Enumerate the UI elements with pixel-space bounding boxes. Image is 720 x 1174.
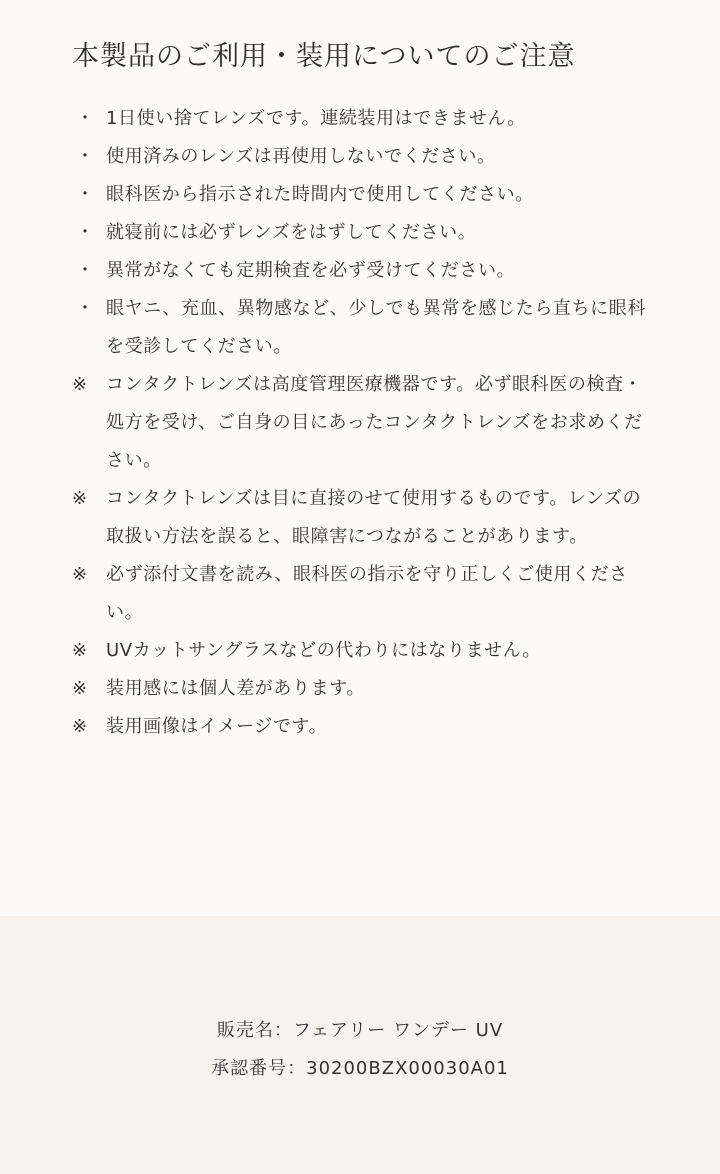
bullet-mark: ・	[76, 260, 94, 281]
reference-mark: ※	[72, 678, 88, 699]
product-info-footer	[0, 916, 720, 1174]
reference-mark: ※	[72, 374, 88, 395]
notice-item	[72, 176, 652, 214]
notice-text: UVカットサングラスなどの代わりにはなりません。	[106, 640, 541, 661]
approval-number: 承認番号：30200BZX00030A01	[211, 1058, 509, 1079]
notice-text: コンタクトレンズは高度管理医療機器です。必ず眼科医の検査・処方を受け、ご自身の目にあったコンタクトレンズをお求めください。	[106, 374, 643, 471]
notice-item	[72, 100, 652, 138]
notice-item	[72, 366, 652, 480]
reference-mark: ※	[72, 488, 88, 509]
notice-text: 1日使い捨てレンズです。連続装用はできません。	[106, 108, 526, 129]
notice-item	[72, 480, 652, 556]
notice-item	[72, 252, 652, 290]
notice-text: 装用感には個人差があります。	[106, 678, 365, 699]
reference-mark: ※	[72, 564, 88, 585]
notice-item	[72, 670, 652, 708]
notice-item	[72, 214, 652, 252]
reference-mark: ※	[72, 640, 88, 661]
notice-item	[72, 290, 652, 366]
notice-item	[72, 632, 652, 670]
notice-text: コンタクトレンズは目に直接のせて使用するものです。レンズの取扱い方法を誤ると、眼障害につながることがあります。	[106, 488, 642, 547]
bullet-mark: ・	[76, 146, 94, 167]
notice-text: 就寝前には必ずレンズをはずしてください。	[106, 222, 477, 243]
bullet-mark: ・	[76, 108, 94, 129]
product-name: 販売名：フェアリー ワンデー UV	[216, 1020, 504, 1041]
notice-item	[72, 556, 652, 632]
notice-title: 本製品のご利用・装用についてのご注意	[72, 41, 576, 72]
notice-item	[72, 708, 652, 746]
notice-text: 異常がなくても定期検査を必ず受けてください。	[106, 260, 516, 281]
notice-text: 使用済みのレンズは再使用しないでください。	[106, 146, 496, 167]
notice-text: 眼ヤニ、充血、異物感など、少しでも異常を感じたら直ちに眼科を受診してください。	[106, 298, 646, 357]
notice-list	[72, 100, 652, 746]
bullet-mark: ・	[76, 222, 94, 243]
bullet-mark: ・	[76, 298, 94, 319]
notice-item	[72, 138, 652, 176]
bullet-mark: ・	[76, 184, 94, 205]
notice-text: 必ず添付文書を読み、眼科医の指示を守り正しくご使用ください。	[106, 564, 628, 623]
notice-text: 装用画像はイメージです。	[106, 716, 328, 737]
reference-mark: ※	[72, 716, 88, 737]
notice-text: 眼科医から指示された時間内で使用してください。	[106, 184, 534, 205]
